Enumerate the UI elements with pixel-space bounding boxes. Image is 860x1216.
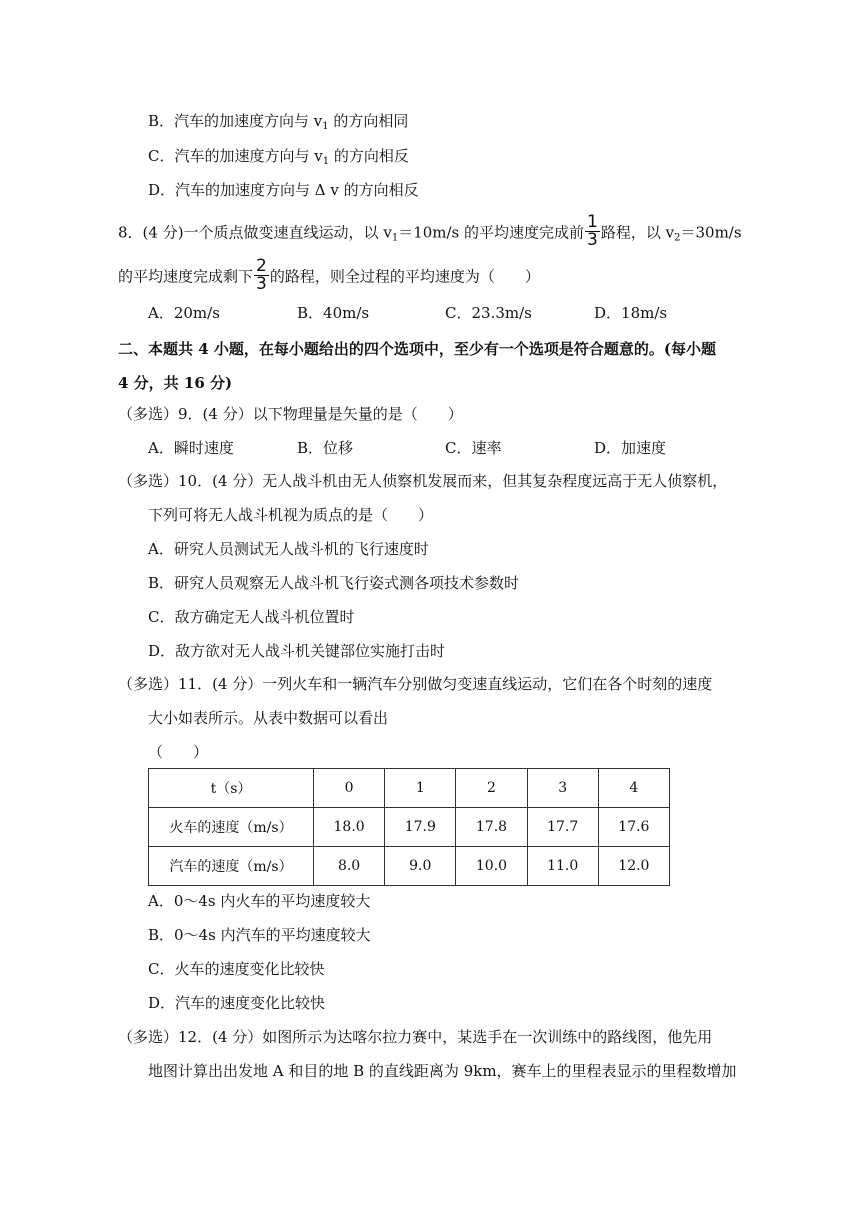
fraction-two-thirds: $\frac{2}{3}$ <box>256 256 267 294</box>
table-cell: 17.9 <box>385 808 456 847</box>
table-cell: 3 <box>527 769 598 808</box>
table-cell: 17.7 <box>527 808 598 847</box>
velocity-table <box>148 768 670 886</box>
q11-stem-line2: 大小如表所示。从表中数据可以看出 <box>148 709 389 727</box>
q11-option-c: C．火车的速度变化比较快 <box>148 960 325 978</box>
table-cell: 汽车的速度（m/s） <box>149 847 314 886</box>
q9-option-d: D．加速度 <box>594 439 667 457</box>
table-cell: 10.0 <box>456 847 527 886</box>
q7-option-b: B．汽车的加速度方向与 $v_1$ 的方向相同 <box>148 112 409 132</box>
q8-option-c: C．23.3m/s <box>445 304 532 322</box>
table-cell: 1 <box>385 769 456 808</box>
q8-option-d: D．18m/s <box>594 304 668 322</box>
q10-option-d: D．敌方欲对无人战斗机关键部位实施打击时 <box>148 642 446 660</box>
q7-option-c: C．汽车的加速度方向与 $v_1$ 的方向相反 <box>148 147 409 167</box>
q9-stem: （多选）9．(4 分）以下物理量是矢量的是（ ） <box>118 405 463 423</box>
q10-option-c: C．敌方确定无人战斗机位置时 <box>148 608 355 626</box>
section-2-heading-line1: 二、本题共 4 小题，在每小题给出的四个选项中，至少有一个选项是符合题意的。(每小题 <box>118 340 716 358</box>
table-cell: 2 <box>456 769 527 808</box>
q10-option-b: B．研究人员观察无人战斗机飞行姿式测各项技术参数时 <box>148 574 520 592</box>
table-row-train <box>149 808 670 847</box>
q9-option-c: C．速率 <box>445 439 502 457</box>
table-cell: 12.0 <box>598 847 669 886</box>
q8-stem-line2: 的平均速度完成剩下 $\frac{2}{3}$ 的路程，则全过程的平均速度为（ ） <box>118 256 540 294</box>
table-cell: 火车的速度（m/s） <box>149 808 314 847</box>
q11-option-d: D．汽车的速度变化比较快 <box>148 994 326 1012</box>
q8-stem-line1: 8．(4 分)一个质点做变速直线运动，以 $v_1=10m/s$ 的平均速度完成前 $\frac{1}{3}$ 路程，以 $v_2=30m/s$ <box>118 212 742 250</box>
table-cell: 17.8 <box>456 808 527 847</box>
q11-stem-line1: （多选）11．(4 分）一列火车和一辆汽车分别做匀变速直线运动，它们在各个时刻的速度 <box>118 675 713 693</box>
table-row-header <box>149 769 670 808</box>
q11-stem-line3: （ ） <box>148 743 209 761</box>
fraction-one-third: $\frac{1}{3}$ <box>587 212 598 250</box>
table-cell: 4 <box>598 769 669 808</box>
section-2-heading-line2: 4 分，共 16 分) <box>118 374 233 392</box>
table-row-car <box>149 847 670 886</box>
q10-stem-line1: （多选）10．(4 分）无人战斗机由无人侦察机发展而来，但其复杂程度远高于无人侦察机， <box>118 472 728 490</box>
table-cell: 0 <box>314 769 385 808</box>
table-cell: 9.0 <box>385 847 456 886</box>
q12-stem-line2: 地图计算出出发地 A 和目的地 B 的直线距离为 9km，赛车上的里程表显示的里程数增加 <box>148 1062 737 1080</box>
q12-stem-line1: （多选）12．(4 分）如图所示为达喀尔拉力赛中，某选手在一次训练中的路线图，他先用 <box>118 1028 713 1046</box>
q10-stem-line2: 下列可将无人战斗机视为质点的是（ ） <box>148 506 434 524</box>
q8-option-b: B．40m/s <box>297 304 370 322</box>
q11-option-a: A．0～4s 内火车的平均速度较大 <box>148 892 371 910</box>
q11-option-b: B．0～4s 内汽车的平均速度较大 <box>148 926 371 944</box>
q7-option-d: D．汽车的加速度方向与 Δ v 的方向相反 <box>148 181 419 199</box>
table-cell: 11.0 <box>527 847 598 886</box>
table-cell: 17.6 <box>598 808 669 847</box>
table-cell: 18.0 <box>314 808 385 847</box>
q9-option-a: A．瞬时速度 <box>148 439 234 457</box>
q10-option-a: A．研究人员测试无人战斗机的飞行速度时 <box>148 540 429 558</box>
q9-option-b: B．位移 <box>297 439 354 457</box>
q8-option-a: A．20m/s <box>148 304 220 322</box>
table-cell: 8.0 <box>314 847 385 886</box>
table-cell: t（s） <box>149 769 314 808</box>
